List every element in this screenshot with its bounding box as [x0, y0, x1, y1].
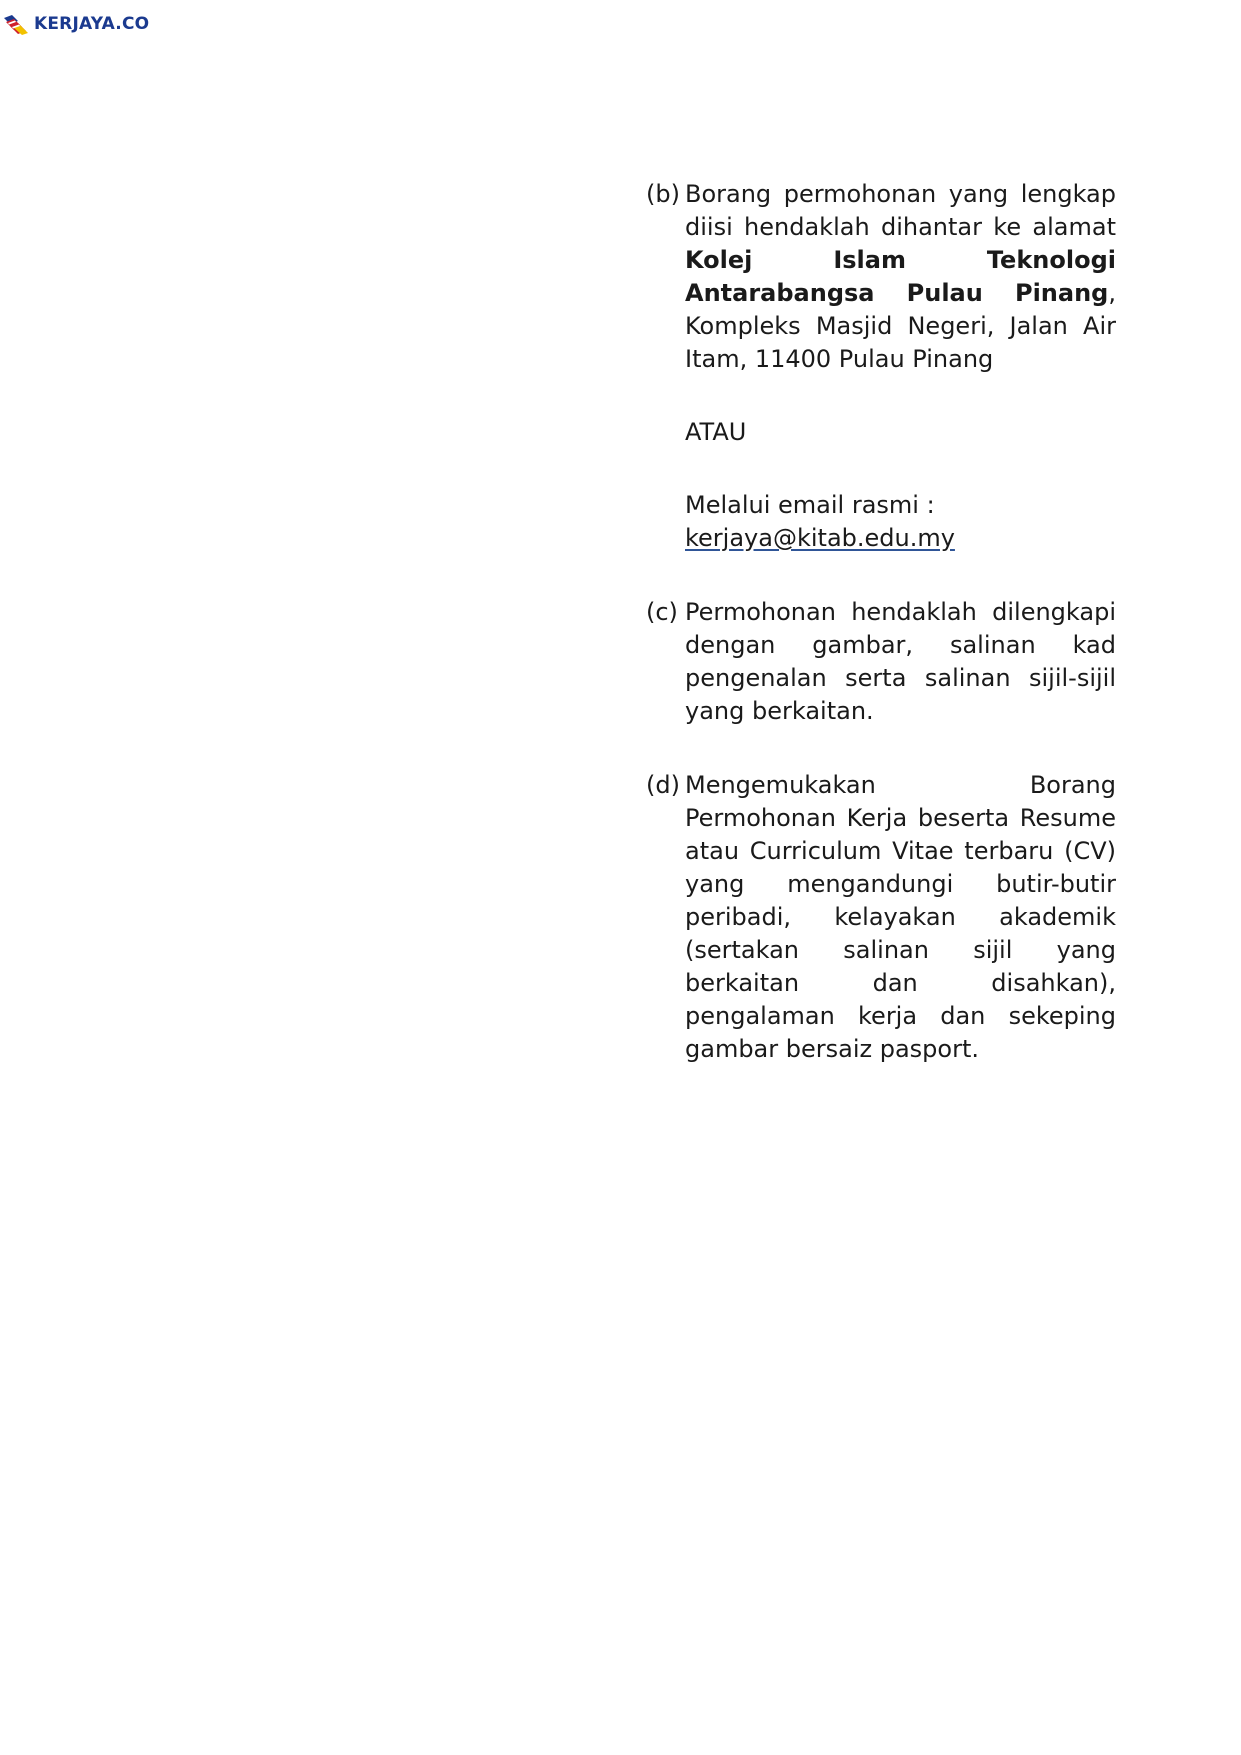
list-item-b: [646, 178, 1116, 555]
item-body-b: [685, 178, 1116, 555]
institution-name: Kolej Islam Teknologi Antarabangsa Pulau Pinang: [685, 246, 1116, 307]
site-logo[interactable]: [2, 12, 149, 36]
address-intro: Borang permohonan yang lengkap diisi hendaklah dihantar ke alamat: [685, 180, 1116, 241]
item-label-d: (d): [646, 771, 680, 799]
item-label-c: (c): [646, 598, 678, 626]
item-label-b: (b): [646, 180, 680, 208]
or-text: ATAU: [685, 418, 747, 446]
logo-text: KERJAYA.CO: [34, 14, 150, 34]
item-body-d: Mengemukakan Borang Permohonan Kerja beserta Resume atau Curriculum Vitae terbaru (CV) yang mengandungi butir-butir peribadi, kelayakan akademik (sertakan salinan sijil yang berkaitan dan disahkan), pengalaman kerja dan sekeping gambar bersaiz pasport.: [685, 771, 1116, 1063]
flag-logo-icon: [2, 12, 30, 36]
email-intro: Melalui email rasmi :: [685, 491, 935, 519]
document-body: [646, 178, 1116, 1066]
address-paragraph: [685, 178, 1116, 376]
email-link[interactable]: kerjaya@kitab.edu.my: [685, 524, 955, 552]
list-item-c: [646, 596, 1116, 728]
list-item-d: [646, 769, 1116, 1066]
address-rest: , Kompleks Masjid Negeri, Jalan Air Itam, 11400 Pulau Pinang: [685, 279, 1116, 373]
email-paragraph: [685, 489, 1116, 555]
item-body-c: Permohonan hendaklah dilengkapi dengan gambar, salinan kad pengenalan serta salinan sijil-sijil yang berkaitan.: [685, 598, 1116, 725]
